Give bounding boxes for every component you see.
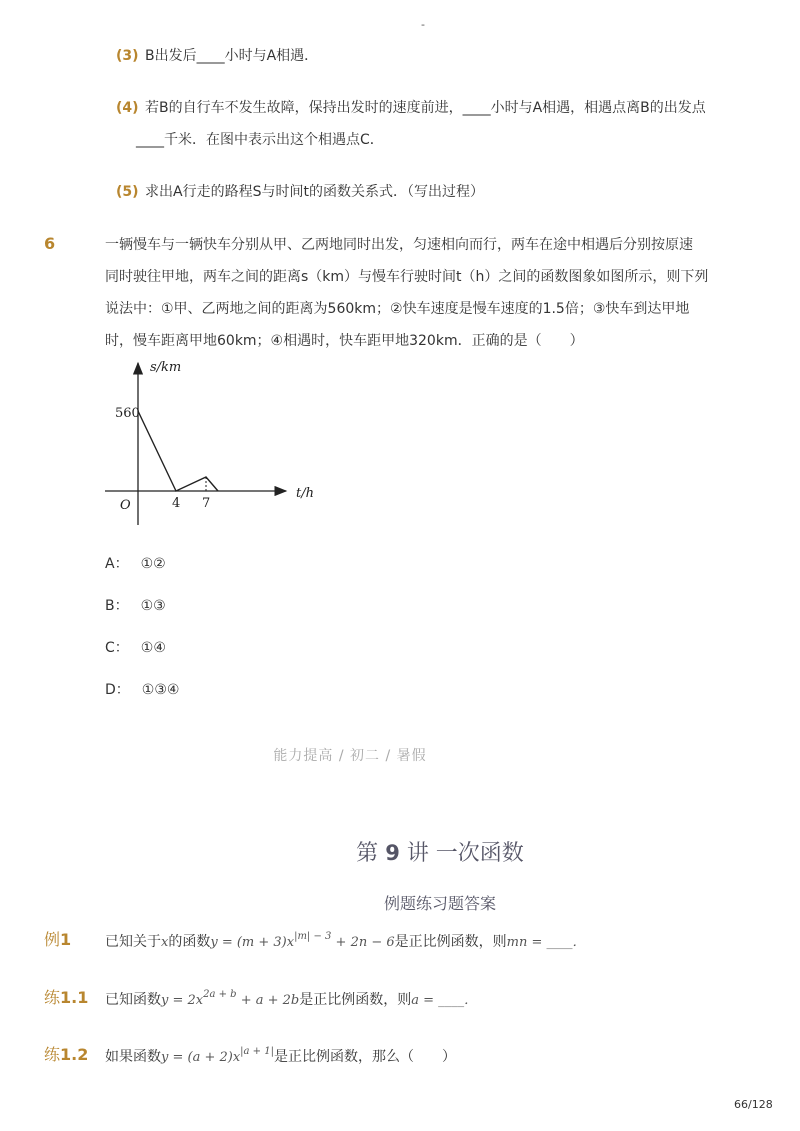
question-line: 一辆慢车与一辆快车分别从甲、乙两地同时出发，匀速相向而行，两车在途中相遇后分别按原速 [105,237,693,253]
option-letter: C： [105,640,129,656]
math: a = ____． [411,993,478,1008]
text: 已知关于 [105,934,161,950]
x-tick-label: 7 [202,496,211,511]
sub-question-text: B出发后____小时与A相遇． [145,48,319,64]
sub-question-4-continued [136,130,384,150]
option-text: ①③ [140,598,166,614]
math: y = (m + 3)x [210,935,295,950]
option-text: ①④ [140,640,166,656]
practice-text [105,1046,456,1066]
option-c[interactable] [105,637,166,657]
math: mn = ____． [506,935,586,950]
sub-question-text: 若B的自行车不发生故障，保持出发时的速度前进，____小时与A相遇，相遇点离B的出发点 [145,100,706,116]
example-text [105,931,586,951]
x-axis-label: t/h [296,486,314,501]
option-d[interactable] [105,679,179,699]
practice-label-text: 练 [44,1045,61,1064]
sub-question-5 [116,182,484,202]
math: x [161,935,169,950]
math: y = 2x [161,993,204,1008]
math: + a + 2b [236,993,300,1008]
option-text: ①② [140,556,166,572]
math-exponent: |a + 1| [240,1046,274,1057]
text: 是正比例函数，那么（ ） [273,1049,456,1065]
practice-label [44,1042,88,1065]
lecture-suffix: 讲 一次函数 [406,841,524,866]
x-tick-label: 4 [172,496,181,511]
option-a[interactable] [105,553,166,573]
sub-question-label: (4) [116,100,139,116]
question-line: 说法中：①甲、乙两地之间的距离为560km；②快车速度是慢车速度的1.5倍；③快车到达甲地 [105,301,690,317]
y-tick-label: 560 [115,406,140,421]
math-exponent: 2a + b [203,989,237,1000]
top-marker: - [421,18,425,31]
option-b[interactable] [105,595,166,615]
sub-question-label: (5) [116,184,139,200]
sub-question-text: 求出A行走的路程S与时间t的函数关系式．（写出过程） [145,184,484,200]
math-exponent: |m| − 3 [294,931,332,942]
lecture-title [0,836,800,867]
question-number: 6 [44,234,56,253]
option-letter: D： [105,682,130,698]
sub-question-text: ____千米．在图中表示出这个相遇点C． [136,132,384,148]
practice-label-number: 1.2 [60,1045,89,1064]
practice-label-number: 1.1 [60,988,89,1007]
option-letter: B： [105,598,129,614]
sub-question-4 [116,98,706,118]
text: 已知函数 [105,992,161,1008]
text: 如果函数 [105,1049,161,1065]
origin-label: O [120,498,131,513]
text: 是正比例函数，则 [394,934,507,950]
breadcrumb: 能力提高 / 初二 / 暑假 [273,748,427,764]
practice-text [105,989,477,1009]
practice-label-text: 练 [44,988,61,1007]
sub-question-label: (3) [116,48,139,64]
option-text: ①③④ [141,682,180,698]
section-title: 例题练习题答案 [383,894,496,913]
example-label-number: 1 [60,930,72,949]
lecture-number: 9 [385,841,400,865]
lecture-prefix: 第 [356,841,379,866]
question-line: 时，慢车距离甲地60km；④相遇时，快车距甲地320km．正确的是（ ） [105,333,584,349]
math: + 2n − 6 [331,935,395,950]
function-graph [100,355,330,530]
math: y = (a + 2)x [161,1050,241,1065]
question-text [105,229,715,357]
option-letter: A： [105,556,129,572]
example-label [44,927,71,950]
text: 的函数 [168,934,211,950]
page-number: 66/128 [734,1098,773,1111]
example-label-text: 例 [44,930,61,949]
sub-question-3 [116,46,318,66]
text: 是正比例函数，则 [299,992,412,1008]
question-line: 同时驶往甲地，两车之间的距离s（km）与慢车行驶时间t（h）之间的函数图象如图所示，则下列 [105,269,709,285]
y-axis-label: s/km [150,360,182,375]
practice-label [44,985,88,1008]
